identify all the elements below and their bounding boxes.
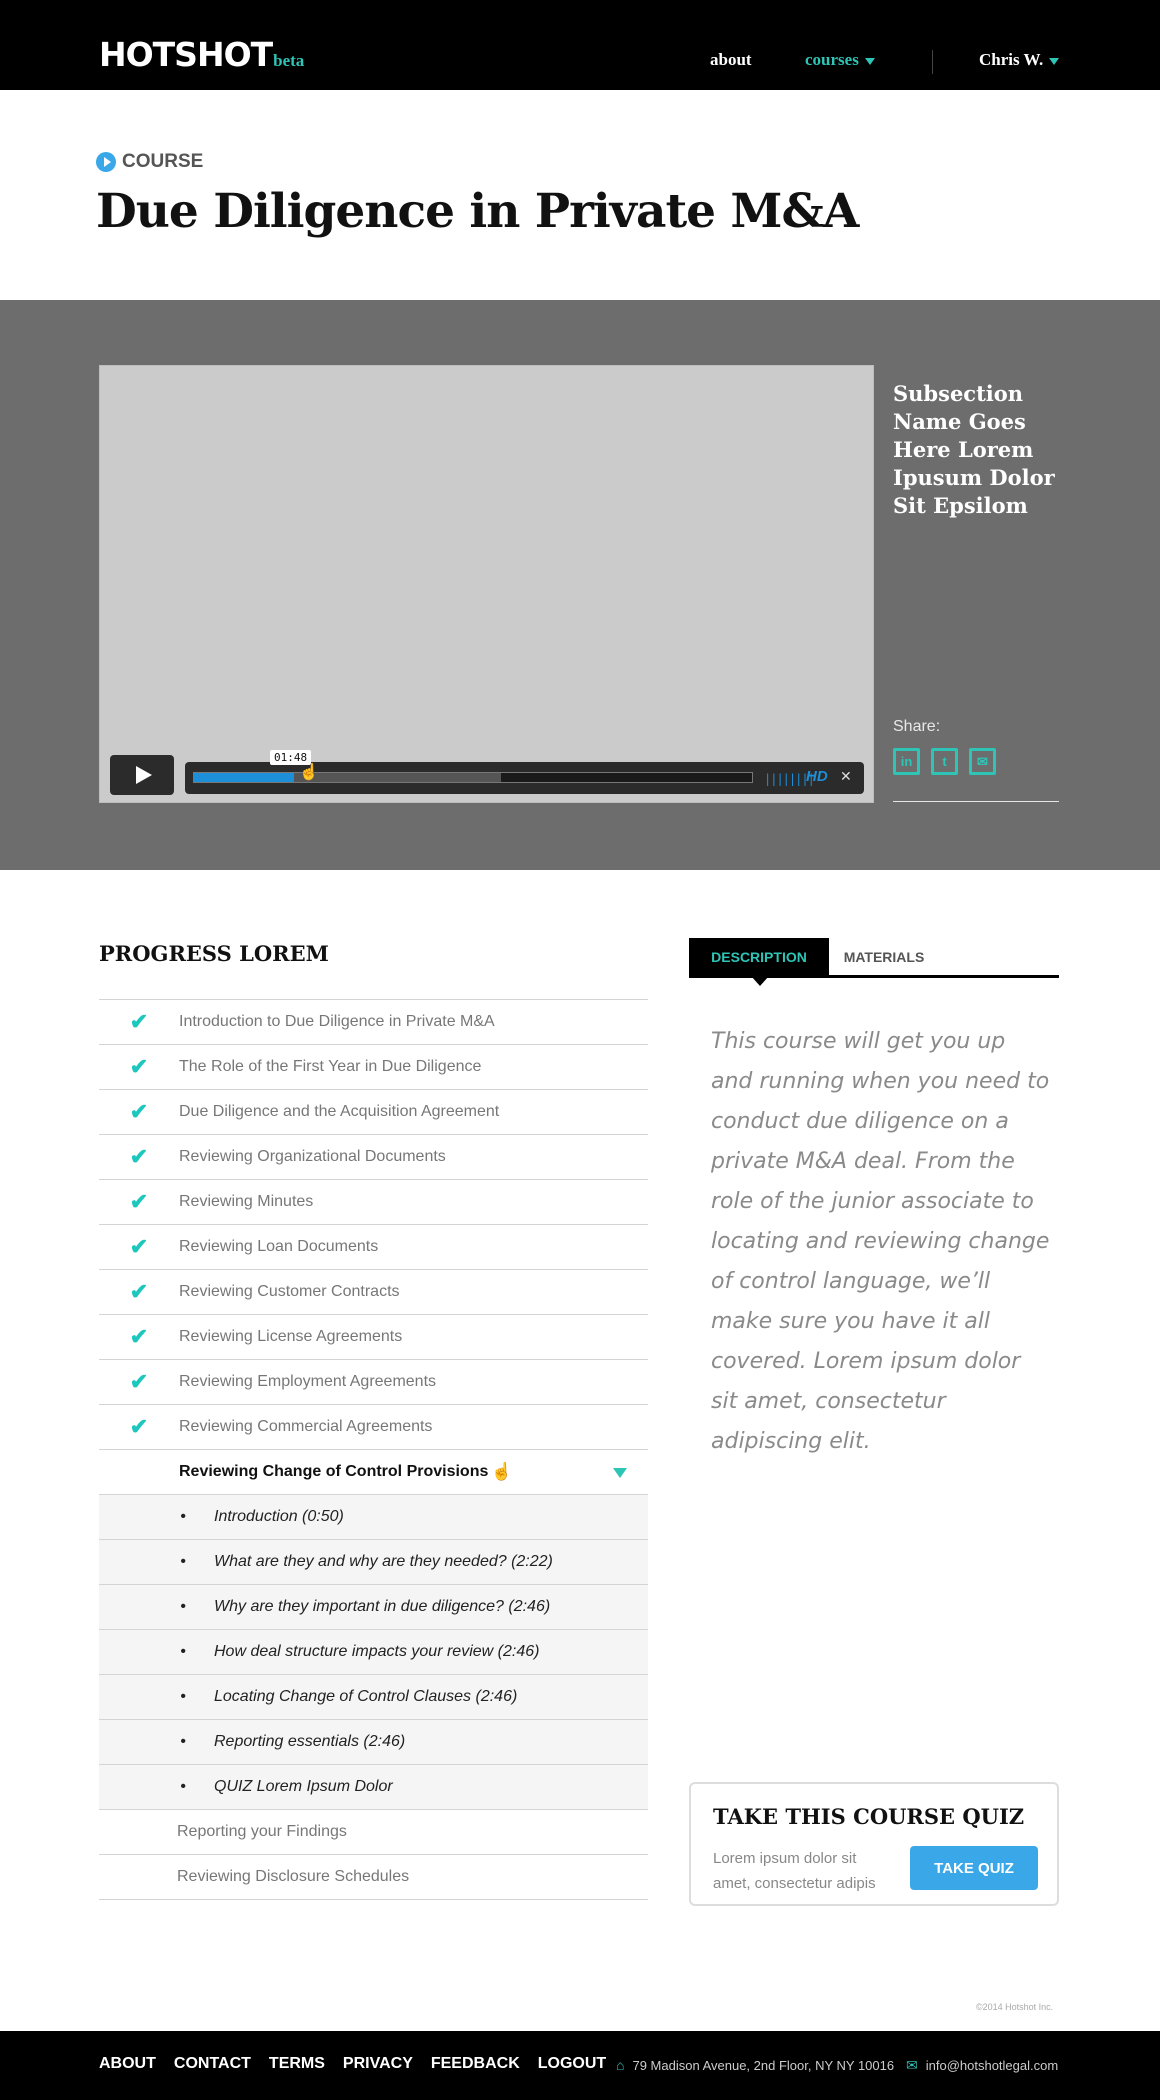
checkmark-icon: ✔ (129, 1234, 149, 1259)
sublesson-item[interactable] (99, 1539, 648, 1584)
checkmark-icon: ✔ (129, 1414, 149, 1439)
checkmark-icon: ✔ (129, 1144, 149, 1169)
footer-link-about[interactable]: ABOUT (99, 2055, 156, 2072)
lesson-item-completed[interactable] (99, 1269, 648, 1314)
video-player[interactable] (99, 365, 874, 803)
lesson-title: The Role of the First Year in Due Diligence (179, 1058, 482, 1075)
checkmark-icon: ✔ (129, 1369, 149, 1394)
sublesson-title: What are they and why are they needed? (2:22) (214, 1553, 553, 1570)
checkmark-icon: ✔ (129, 1189, 149, 1214)
tab-materials[interactable]: MATERIALS (843, 949, 925, 965)
chevron-down-icon (1049, 58, 1059, 65)
lesson-item-completed[interactable] (99, 999, 648, 1044)
share-label: Share: (893, 718, 941, 735)
nav-courses-dropdown[interactable]: courses (805, 50, 875, 70)
email-icon[interactable]: ✉ (969, 748, 996, 775)
twitter-icon[interactable]: t (931, 748, 958, 775)
top-navbar (0, 0, 1160, 90)
lesson-title: Reviewing Employment Agreements (179, 1373, 437, 1390)
share-icons (893, 748, 996, 775)
logo[interactable]: HOTSHOTbeta (99, 35, 305, 74)
hand-cursor-icon: ☝ (299, 764, 319, 781)
copyright: ©2014 Hotshot Inc. (976, 2002, 1054, 2012)
nav-about-link[interactable]: about (710, 50, 752, 69)
lesson-item-active[interactable] (99, 1449, 648, 1494)
sublesson-item[interactable] (99, 1674, 648, 1719)
bullet-icon: • (180, 1553, 186, 1570)
lesson-item-completed[interactable] (99, 1359, 648, 1404)
footer-address: ⌂ 79 Madison Avenue, 2nd Floor, NY NY 10016 (616, 2057, 895, 2073)
sublesson-item[interactable] (99, 1584, 648, 1629)
bullet-icon: • (180, 1643, 186, 1660)
user-menu-dropdown[interactable]: Chris W. (979, 50, 1059, 70)
lesson-item-upcoming[interactable] (99, 1854, 648, 1899)
quiz-text: Lorem ipsum dolor sit amet, consectetur adipis (713, 1850, 876, 1892)
lesson-item-upcoming[interactable] (99, 1809, 648, 1854)
tab-description[interactable]: DESCRIPTION (689, 938, 829, 976)
lesson-item-completed[interactable] (99, 1044, 648, 1089)
hand-cursor-icon: ☝ (491, 1462, 513, 1481)
page-title: Due Diligence in Private M&A (96, 184, 859, 239)
footer-link-feedback[interactable]: FEEDBACK (430, 2055, 520, 2072)
linkedin-icon[interactable]: in (893, 748, 920, 775)
sublesson-title: Reporting essentials (2:46) (214, 1733, 406, 1750)
home-icon: ⌂ (616, 2057, 625, 2073)
lesson-item-completed[interactable] (99, 1134, 648, 1179)
time-tooltip: 01:48 (270, 750, 311, 765)
footer-links (99, 2055, 606, 2073)
footer-link-contact[interactable]: CONTACT (173, 2055, 251, 2072)
bullet-icon: • (180, 1733, 186, 1750)
course-type-label: COURSE (96, 151, 203, 173)
checkmark-icon: ✔ (129, 1054, 149, 1079)
sublesson-item[interactable] (99, 1494, 648, 1539)
take-quiz-button[interactable]: TAKE QUIZ (910, 1846, 1038, 1890)
volume-icon[interactable]: |||||||| (764, 772, 814, 786)
lesson-title: Reporting your Findings (177, 1823, 347, 1840)
sublesson-title: Locating Change of Control Clauses (2:46) (214, 1688, 518, 1705)
nav-divider (932, 50, 933, 74)
email-icon: ✉ (906, 2057, 918, 2073)
lesson-item-completed[interactable] (99, 1314, 648, 1359)
lesson-item-completed[interactable] (99, 1404, 648, 1449)
bullet-icon: • (180, 1598, 186, 1615)
quiz-card (689, 1782, 1059, 1906)
bullet-icon: • (180, 1508, 186, 1525)
progress-title: PROGRESS LOREM (99, 941, 329, 966)
chevron-down-icon (865, 58, 875, 65)
footer-link-logout[interactable]: LOGOUT (537, 2055, 607, 2072)
hd-toggle[interactable]: HD (806, 768, 828, 785)
lesson-title: Reviewing Change of Control Provisions (179, 1463, 489, 1480)
lesson-item-completed[interactable] (99, 1224, 648, 1269)
sublesson-title: Introduction (0:50) (214, 1508, 344, 1525)
course-description: This course will get you up and running when you need to conduct due diligence on a private M&A deal. From the role of the junior associate to locating and reviewing change of control language, we’ll make sure you have it all covered. Lorem ipsum dolor sit amet, consectetur adipiscing elit. (711, 1029, 1050, 1454)
footer-link-privacy[interactable]: PRIVACY (342, 2055, 413, 2072)
lesson-title: Introduction to Due Diligence in Private M&A (179, 1013, 495, 1030)
sublesson-item[interactable] (99, 1629, 648, 1674)
sublesson-item[interactable] (99, 1719, 648, 1764)
footer (0, 2031, 1160, 2100)
lesson-title: Reviewing License Agreements (179, 1328, 403, 1345)
played-bar (194, 773, 294, 782)
divider (893, 801, 1059, 802)
lesson-title: Reviewing Commercial Agreements (179, 1418, 433, 1435)
quiz-title: TAKE THIS COURSE QUIZ (713, 1804, 1025, 1829)
lesson-title: Reviewing Minutes (179, 1193, 314, 1210)
sublesson-title: Why are they important in due diligence? (2:46) (214, 1598, 551, 1615)
footer-link-terms[interactable]: TERMS (268, 2055, 325, 2072)
divider (99, 1899, 648, 1900)
progress-list (99, 999, 648, 1900)
checkmark-icon: ✔ (129, 1009, 149, 1034)
lesson-title: Reviewing Organizational Documents (179, 1148, 446, 1165)
checkmark-icon: ✔ (129, 1279, 149, 1304)
beta-badge: beta (273, 51, 305, 70)
play-button[interactable] (110, 755, 174, 795)
bullet-icon: • (180, 1778, 186, 1795)
sublesson-item[interactable] (99, 1764, 648, 1809)
lesson-title: Due Diligence and the Acquisition Agreement (179, 1103, 500, 1120)
fullscreen-icon[interactable]: ✕ (840, 768, 852, 784)
expand-triangle-icon[interactable] (613, 1468, 627, 1478)
checkmark-icon: ✔ (129, 1324, 149, 1349)
sublesson-title: How deal structure impacts your review (2:46) (214, 1643, 540, 1660)
footer-email[interactable]: ✉ info@hotshotlegal.com (906, 2057, 1059, 2073)
subsection-title: Subsection Name Goes Here Lorem Ipusum Dolor Sit Epsilom (893, 381, 1055, 518)
seek-bar[interactable] (193, 772, 753, 783)
lesson-title: Reviewing Customer Contracts (179, 1283, 400, 1300)
lesson-title: Reviewing Disclosure Schedules (177, 1868, 410, 1885)
checkmark-icon: ✔ (129, 1099, 149, 1124)
lesson-item-completed[interactable] (99, 1089, 648, 1134)
bullet-icon: • (180, 1688, 186, 1705)
content-tabs (689, 938, 1059, 978)
sublesson-title: QUIZ Lorem Ipsum Dolor (214, 1778, 393, 1795)
lesson-title: Reviewing Loan Documents (179, 1238, 379, 1255)
lesson-item-completed[interactable] (99, 1179, 648, 1224)
play-circle-icon (96, 152, 116, 172)
